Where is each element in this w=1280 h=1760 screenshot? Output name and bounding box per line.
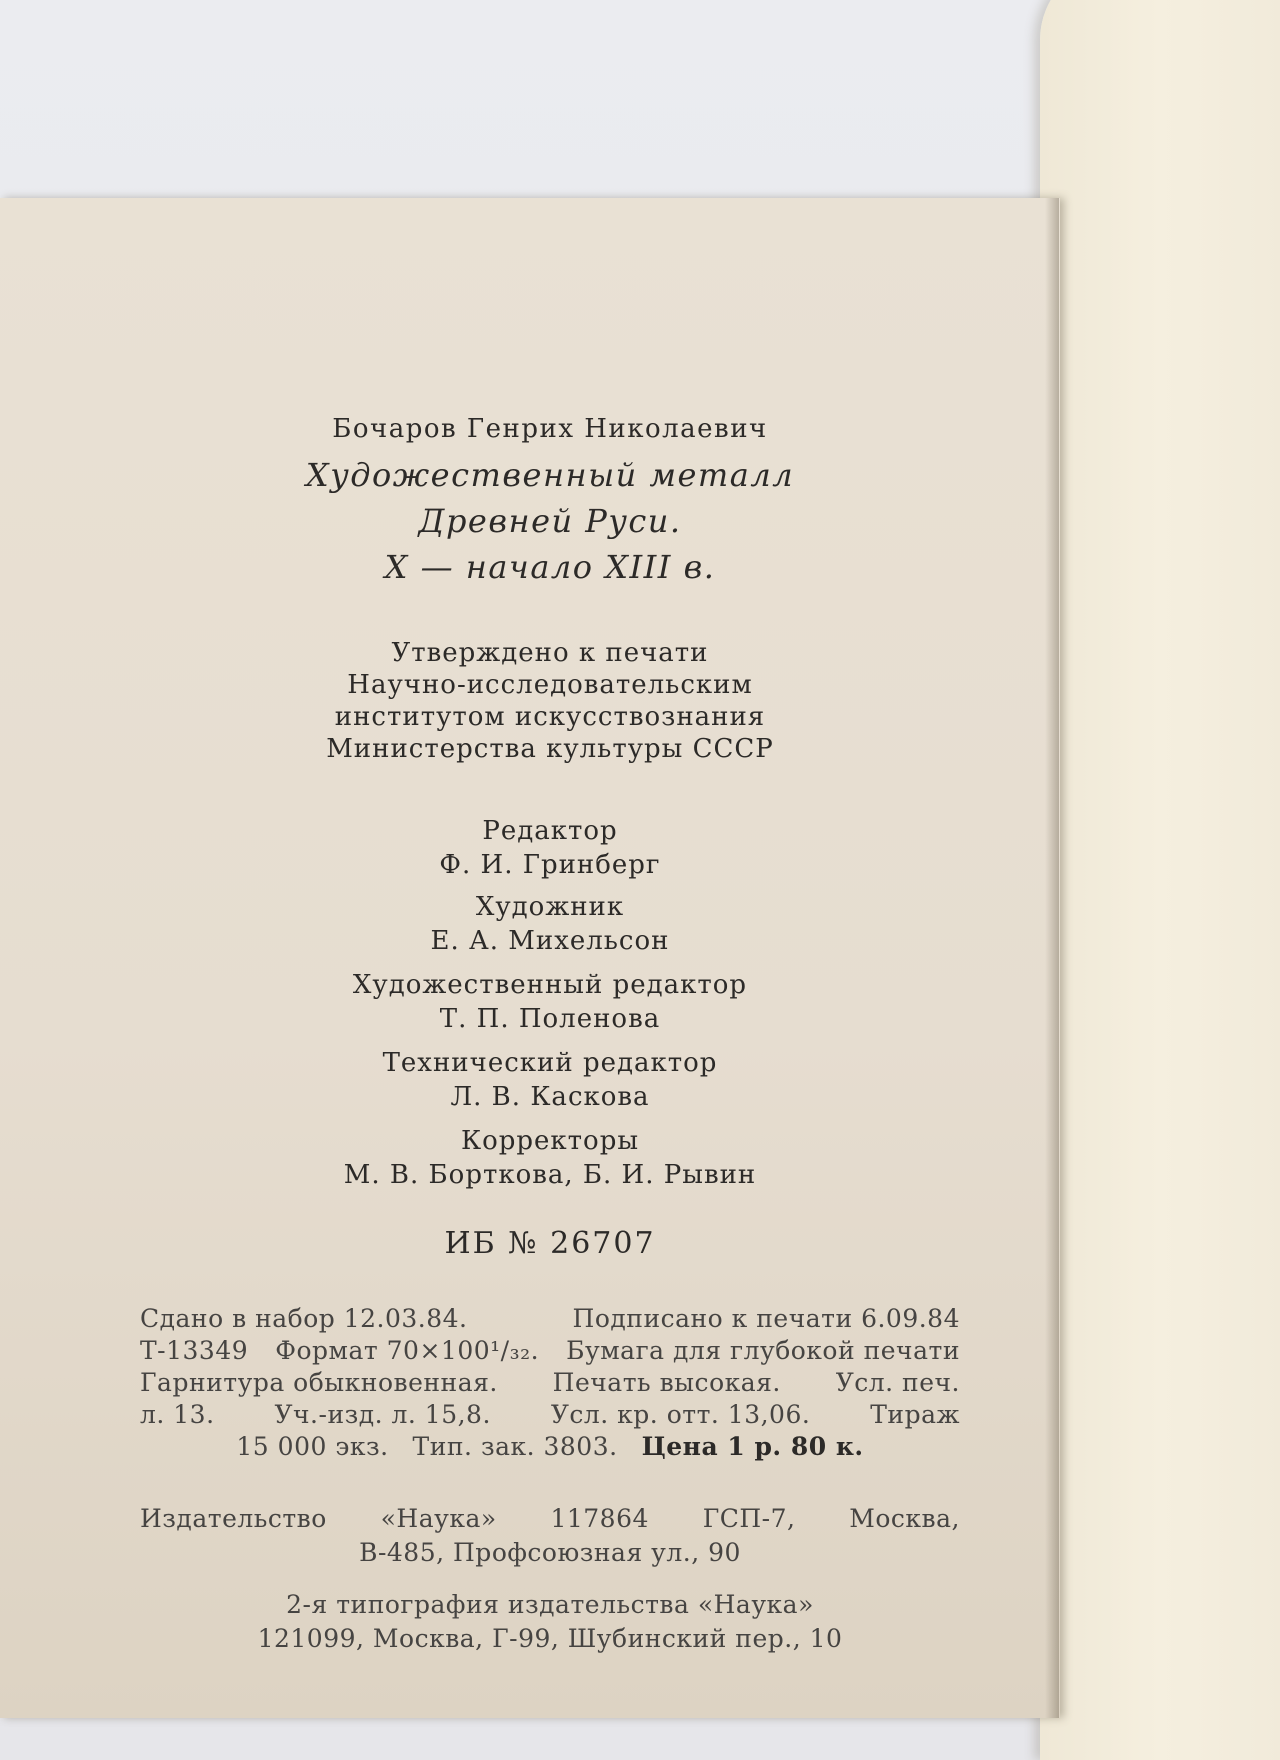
- artist-role: Художник: [475, 892, 625, 922]
- publisher-address: В-485, Профсоюзная ул., 90: [359, 1538, 741, 1567]
- imprint-typeset-date: Сдано в набор 12.03.84.: [140, 1304, 468, 1333]
- art-editor-name: Т. П. Поленова: [439, 1004, 661, 1034]
- approval-line-3: институтом искусствознания: [334, 702, 766, 732]
- imprint-code: Т-13349: [140, 1336, 249, 1365]
- tech-editor-role: Технический редактор: [382, 1048, 718, 1078]
- imprint-order: Тип. зак. 3803.: [412, 1432, 618, 1461]
- imprint-color-prints: Усл. кр. отт. 13,06.: [550, 1400, 811, 1429]
- approval-line-2: Научно-исследовательским: [347, 670, 753, 700]
- right-page-edge: [1040, 0, 1280, 1760]
- imprint-run-count: 15 000 экз.: [236, 1432, 389, 1461]
- imprint-format: Формат 70×100¹/₃₂.: [275, 1336, 540, 1365]
- art-editor-role: Художественный редактор: [352, 970, 748, 1000]
- imprint-line-2: [140, 1336, 960, 1365]
- title-line-1: Художественный металл: [305, 456, 795, 494]
- publisher-label: Издательство: [140, 1504, 327, 1533]
- publisher-line-1: [140, 1504, 960, 1533]
- publisher-gsp: ГСП-7,: [702, 1504, 796, 1533]
- title-line-2: Древней Руси.: [418, 502, 682, 540]
- imprint-paper: Бумага для глубокой печати: [566, 1336, 960, 1365]
- imprint-line-1: [140, 1304, 960, 1333]
- imprint-sheets: л. 13.: [140, 1400, 215, 1429]
- imprint-line-3: [140, 1368, 960, 1397]
- printer-line-2: [140, 1624, 960, 1653]
- publisher-line-2: [140, 1538, 960, 1567]
- imprint-run-label: Тираж: [870, 1400, 960, 1429]
- author-name: Бочаров Генрих Николаевич: [332, 414, 768, 444]
- imprint-price: Цена 1 р. 80 к.: [641, 1432, 864, 1461]
- imprint-conv-sheets: Усл. печ.: [835, 1368, 960, 1397]
- ib-number: ИБ № 26707: [444, 1226, 656, 1261]
- proofreaders-role: Корректоры: [460, 1126, 640, 1156]
- title-line-3: X — начало XIII в.: [384, 548, 716, 586]
- imprint-line-5: [140, 1432, 960, 1461]
- imprint-typeface: Гарнитура обыкновенная.: [140, 1368, 498, 1397]
- printer-line-1: [140, 1590, 960, 1619]
- imprint-pub-sheets: Уч.-изд. л. 15,8.: [274, 1400, 491, 1429]
- printer-address: 121099, Москва, Г-99, Шубинский пер., 10: [257, 1624, 843, 1653]
- publisher-postcode: 117864: [550, 1504, 649, 1533]
- publisher-city: Москва,: [849, 1504, 960, 1533]
- imprint-printing: Печать высокая.: [552, 1368, 781, 1397]
- tech-editor-name: Л. В. Каскова: [450, 1082, 650, 1112]
- editor-role: Редактор: [482, 816, 618, 846]
- printer-name: 2-я типография издательства «Наука»: [286, 1590, 814, 1619]
- artist-name: Е. А. Михельсон: [430, 926, 670, 956]
- editor-name: Ф. И. Гринберг: [439, 850, 661, 880]
- imprint-signed-date: Подписано к печати 6.09.84: [572, 1304, 960, 1333]
- imprint-line-4: [140, 1400, 960, 1429]
- page-gutter-shadow: [1045, 198, 1059, 1718]
- proofreaders-names: М. В. Борткова, Б. И. Рывин: [343, 1160, 757, 1190]
- approval-line-4: Министерства культуры СССР: [326, 734, 774, 764]
- approval-line-1: Утверждено к печати: [391, 638, 709, 668]
- publisher-name: «Наука»: [380, 1504, 497, 1533]
